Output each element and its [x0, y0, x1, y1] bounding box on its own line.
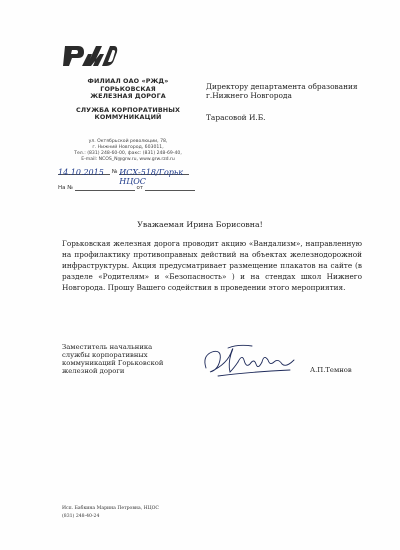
outgoing-date: 14.10.2015 — [58, 168, 110, 175]
position-line: Заместитель начальника — [62, 343, 153, 351]
outgoing-number: ИСХ-518/Горьк НЦОС — [119, 168, 189, 175]
address-line: г. Нижний Новгород, 603011, — [92, 145, 164, 150]
salutation: Уважаемая Ирина Борисовна! — [137, 220, 263, 229]
outgoing-number-prefix: № — [111, 169, 118, 175]
dept-line: СЛУЖБА КОРПОРАТИВНЫХ — [75, 105, 181, 114]
organization-name — [58, 78, 198, 122]
incoming-reference — [58, 184, 195, 191]
address-line: Тел.: (831) 248-60-00, факс: (831) 248-69-40, — [74, 151, 182, 156]
dept-line: КОММУНИКАЦИЙ — [94, 113, 162, 122]
letter-body: Горьковская железная дорога проводит акцию «Вандализм», направленную на профилактику противоправных действий на объектах железнодорожной инфраструктуры. Акция предусматривает размещение плакатов на сайте (в разделе «Родителям» и «Безопасность» ) и на стендах школ Нижнего Новгорода. Прошу Вашего содействия в проведении этого мероприятия. — [62, 239, 362, 292]
org-line: ФИЛИАЛ ОАО «РЖД» — [87, 77, 169, 85]
position-line: коммуникаций Горьковской — [62, 359, 164, 367]
address-line: E-mail: NCOS_N@grw.ru, www.grw.rzd.ru — [81, 157, 175, 162]
outgoing-reference — [58, 168, 189, 186]
organization-address — [58, 139, 198, 163]
rzd-logo-icon — [62, 42, 118, 68]
executor-name: Исп. Бабкина Марина Петровна, НЦОС — [62, 506, 159, 511]
incoming-date-label: от — [136, 185, 144, 191]
executor-info — [62, 505, 362, 521]
org-line: ЖЕЛЕЗНАЯ ДОРОГА — [90, 92, 166, 101]
addressee-city: г.Нижнего Новгорода — [206, 91, 292, 100]
address-line: ул. Октябрьской революции, 78, — [88, 139, 168, 144]
handwritten-signature — [198, 342, 308, 384]
addressee-name: Тарасовой И.Б. — [206, 113, 266, 122]
signer-name: А.П.Темнов — [310, 366, 352, 374]
executor-phone: (831) 248-40-24 — [62, 514, 100, 519]
incoming-number-prefix: На № — [58, 185, 73, 191]
addressee-title: Директору департамента образования — [206, 82, 358, 91]
position-line: железной дороги — [62, 367, 125, 375]
signer-position — [62, 343, 212, 375]
position-line: службы корпоративных — [62, 351, 148, 359]
org-line: ГОРЬКОВСКАЯ — [100, 84, 156, 93]
addressee-block — [206, 82, 396, 122]
